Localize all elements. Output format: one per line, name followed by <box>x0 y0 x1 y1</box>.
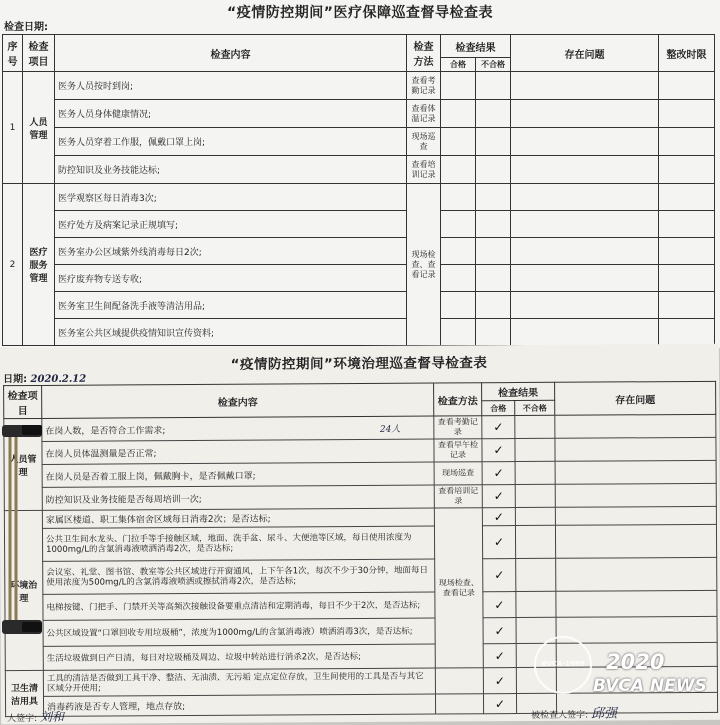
check-method: 查看考勤记录 <box>407 72 441 100</box>
check-method: 查看体温记录 <box>407 100 441 128</box>
check-content: 医务室办公区域紫外线消毒每日2次; <box>55 238 407 265</box>
pass-check: ✓ <box>483 592 516 618</box>
check-method: 查看考勤记录 <box>434 416 482 439</box>
pass-check: ✓ <box>482 526 515 559</box>
header-result: 检查结果 <box>441 35 511 58</box>
header-pass: 合格 <box>441 58 476 72</box>
pass-check: ✓ <box>482 508 515 526</box>
check-content: 医务人员按时到岗; <box>55 72 407 100</box>
check-content: 防控知识及业务技能是否每周培训一次; <box>42 485 434 510</box>
group-item: 卫生清洁用具 <box>5 670 43 716</box>
check-method: 查看培训记录 <box>407 156 441 184</box>
pass-check: ✓ <box>483 618 516 644</box>
check-content: 医务室卫生间配备洗手液等清洁用品; <box>55 292 407 319</box>
header-method: 检查方法 <box>407 35 441 72</box>
handwritten-note: 24人 <box>379 424 401 435</box>
check-content: 消毒药液是否专人管理，地点存放; <box>43 694 435 716</box>
header-fail: 不合格 <box>515 400 555 415</box>
pass-check: ✓ <box>483 644 516 668</box>
medical-inspection-sheet <box>0 0 720 348</box>
header-content: 检查内容 <box>55 35 407 72</box>
check-method: 现场巡查 <box>407 128 441 156</box>
check-content: 防控知识及业务技能达标; <box>55 156 407 184</box>
check-method: 现场检查、查看记录 <box>407 184 441 346</box>
sheet-title: “疫情防控期间”环境治理巡查督导检查表 <box>230 355 488 373</box>
inspector-handwriting: 刘和 <box>39 709 65 724</box>
binder-clip-icon <box>0 420 48 645</box>
check-content: 会议室、礼堂、图书馆、教室等公共区域进行开窗通风，上下午各1次，每次不少于30分钟，地面每日使用浓度为500mg/L的含氯消毒液喷洒或擦拭消毒2次，是否达标; <box>43 559 435 594</box>
header-content: 检查内容 <box>42 383 434 418</box>
sheet-title: “疫情防控期间”医疗保障巡查督导检查表 <box>227 5 493 21</box>
group-item: 人员管理 <box>4 418 43 510</box>
check-content: 医务室公共区域提供疫情知识宣传资料; <box>55 319 407 346</box>
check-content: 医疗废弃物专送专收; <box>55 265 407 292</box>
check-content: 家属区楼道、职工集体宿舍区域每日消毒2次；是否达标; <box>42 508 434 528</box>
inspected-handwriting: 邱强 <box>590 706 618 722</box>
watermark-brand: BVCA NEWS <box>593 676 707 696</box>
pass-check: ✓ <box>483 559 516 592</box>
header-pass: 合格 <box>482 401 515 416</box>
date-value: 2020.2.12 <box>30 373 87 386</box>
pass-check: ✓ <box>482 416 515 439</box>
pass-check: ✓ <box>482 462 515 485</box>
pass-check: ✓ <box>483 668 516 694</box>
date-label: 日期: 2020.2.12 <box>3 373 87 386</box>
header-result: 检查结果 <box>482 382 555 400</box>
pass-check: ✓ <box>482 439 515 462</box>
check-content: 医务人员身体健康情况; <box>55 100 407 128</box>
check-content: 在岗人员是否着工服上岗，佩戴胸卡，是否佩戴口罩; <box>42 462 434 487</box>
date-label: 检查日期: <box>4 22 48 33</box>
group-no: 2 <box>3 184 23 346</box>
pass-check: ✓ <box>483 694 516 714</box>
header-no: 序号 <box>3 35 23 72</box>
header-fail: 不合格 <box>476 58 511 72</box>
check-method: 查看培训记录 <box>434 485 482 508</box>
check-content: 在岗人员体温测量是否正常; <box>42 439 434 464</box>
header-method: 检查方法 <box>434 383 482 416</box>
medical-inspection-table <box>2 34 715 346</box>
group-no: 1 <box>3 72 23 184</box>
header-problem: 存在问题 <box>555 381 716 415</box>
group-item: 人员管理 <box>23 72 55 184</box>
check-content: 公共卫生间水龙头、门拉手等手接触区域，地面、洗手盆、尿斗、大便池等区域，每日使用浓度为1000mg/L的含氯消毒液喷洒消毒2次，是否达标; <box>42 526 434 561</box>
watermark-year: 2020 <box>606 650 665 674</box>
check-content: 医疗处方及病案记录正规填写; <box>55 211 407 238</box>
check-content: 生活垃圾做到日产日清，每日对垃圾桶及周边、垃圾中转站进行消杀2次，是否达标; <box>43 644 435 670</box>
check-method: 查看早午检记录 <box>434 439 482 462</box>
check-content: 电梯按键、门把手、门禁开关等高频次接触设备要重点清洁和定期消毒，每日不少于2次，是否达标; <box>43 592 435 620</box>
check-content: 在岗人数，是否符合工作需求; 24人 <box>42 416 434 441</box>
group-item: 医疗服务管理 <box>23 184 55 346</box>
pass-check: ✓ <box>482 485 515 508</box>
inspected-signature: 被检查人签字: 邱强 <box>531 706 618 722</box>
inspector-signature: 人签字: 刘和 <box>7 709 65 725</box>
header-item: 检查项目 <box>4 385 42 418</box>
header-problem: 存在问题 <box>511 35 659 72</box>
group-item: 环境治理 <box>4 510 43 670</box>
check-content: 医务人员穿着工作服，佩戴口罩上岗; <box>55 128 407 156</box>
check-content: 医学观察区每日消毒3次; <box>55 184 407 211</box>
check-method: 现场检查、查看记录 <box>434 508 483 668</box>
association-seal-icon: BVCA·1998 <box>534 636 592 694</box>
header-item: 检查项目 <box>23 35 55 72</box>
check-method: 现场巡查 <box>434 462 482 485</box>
check-content: 工具的清洁是否做到工具干净、整洁、无油渍、无污垢 定点定位存放，卫生间使用的工具是否与其它区域分开使用; <box>43 668 435 696</box>
header-deadline: 整改时限 <box>659 35 715 72</box>
check-content: 公共区域设置“口罩回收专用垃圾桶”，浓度为1000mg/L的含氯消毒液）喷洒消毒3次，是否达标; <box>43 618 435 646</box>
